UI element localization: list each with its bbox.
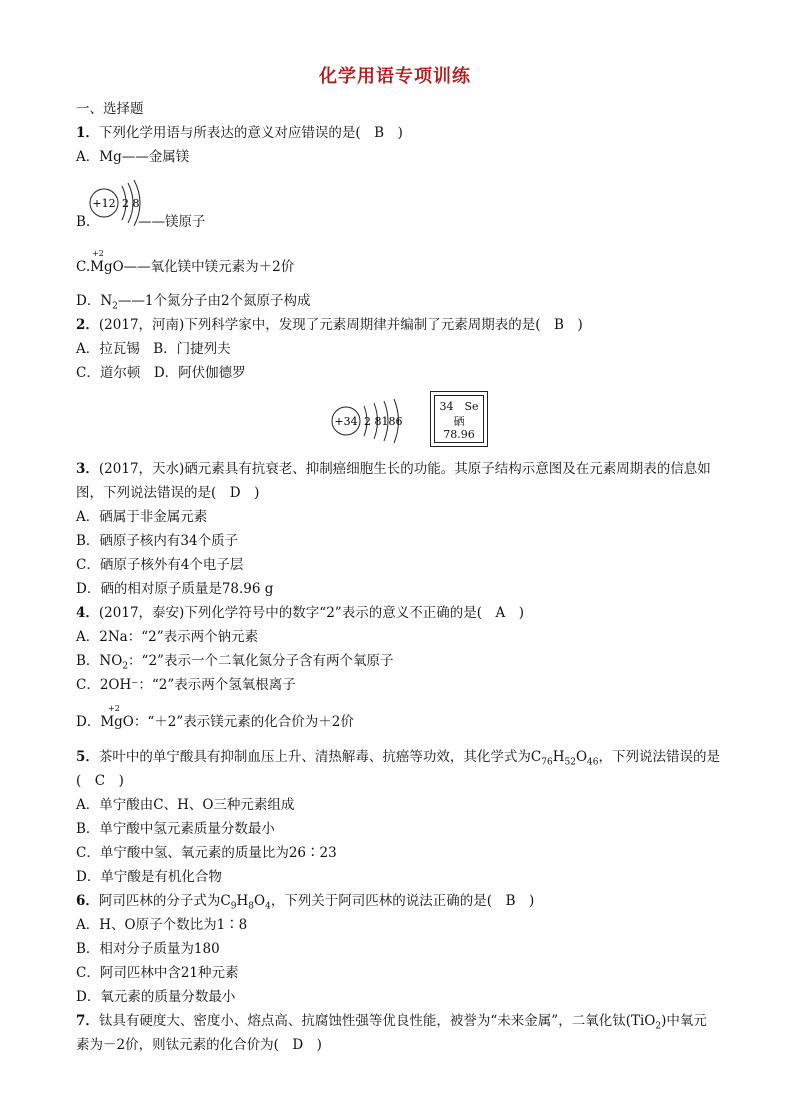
element-number-symbol: 34 Se (439, 400, 479, 413)
question-stem: 下列化学用语与所表达的意义对应错误的是( B ) (98, 125, 403, 141)
question-number: 4． (76, 605, 99, 621)
q4-option-d: D．MgO：“＋2”表示镁元素的化合价为＋2价 (76, 714, 354, 730)
question-5: 5．茶叶中的单宁酸具有抑制血压上升、清热解毒、抗癌等功效，其化学式为$C_{76}H_{52}O_{46}$，下列说法错误的是 (76, 749, 720, 768)
nucleus-charge: +12 (92, 197, 116, 210)
question-3 (76, 460, 711, 478)
section-heading: 一、选择题 (76, 101, 144, 117)
question-1 (76, 124, 403, 142)
q1-option-d: D．$N_2——1$个氮分子由2个氮原子构成 (76, 293, 311, 312)
q5-option-a: A．单宁酸由C、H、O三种元素组成 (76, 797, 295, 813)
question-stem: (2017，河南)下列科学家中，发现了元素周期律并编制了元素周期表的是( B ) (98, 317, 583, 333)
q3-option-b: B．硒原子核内有34个质子 (76, 533, 239, 549)
se-atom-structure-diagram (330, 398, 420, 444)
question-number: 5． (76, 749, 99, 765)
q1-option-b-label: B. (76, 214, 91, 230)
shell-electron-counts: 2 8186 (364, 415, 403, 428)
valence-mark: +2 (92, 249, 104, 258)
q6-option-b: B．相对分子质量为180 (76, 941, 220, 957)
question-number: 6． (76, 893, 99, 909)
q3-option-d: D．硒的相对原子质量是78.96 g (76, 581, 274, 597)
q5-option-c: C．单宁酸中氢、氧元素的质量比为26∶23 (76, 845, 337, 861)
question-number: 3． (76, 461, 99, 477)
element-atomic-mass: 78.96 (443, 428, 475, 441)
q4-option-b: B．$NO_2$：“2”表示一个二氧化氮分子含有两个氧原子 (76, 653, 394, 672)
question-6: 6．阿司匹林的分子式为$C_9H_8O_4$，下列关于阿司匹林的说法正确的是( B ) (76, 893, 535, 912)
q1-option-a: A．Mg——金属镁 (76, 149, 190, 165)
q5-option-d: D．单宁酸是有机化合物 (76, 869, 222, 885)
page-title: 化学用语专项训练 (319, 66, 471, 87)
q6-option-c: C．阿司匹林中含21种元素 (76, 965, 239, 981)
question-number: 1． (76, 125, 99, 141)
q2-options-cd: C．道尔顿 D．阿伏伽德罗 (76, 365, 246, 381)
question-stem: (2017，泰安)下列化学符号中的数字“2”表示的意义不正确的是( A ) (98, 605, 524, 621)
q6-option-a: A．H、O原子个数比为1∶8 (76, 917, 248, 933)
element-name: 硒 (453, 415, 465, 428)
q1-option-b-text: ——镁原子 (138, 214, 206, 230)
nucleus-charge: +34 (334, 415, 358, 428)
question-3-continued: 图，下列说法错误的是( D ) (76, 485, 260, 501)
question-2 (76, 316, 583, 334)
question-stem: (2017，天水)硒元素具有抗衰老、抑制癌细胞生长的功能。其原子结构示意图及在元素周期表的信息如 (98, 461, 711, 477)
q1-option-c: C.MgO——氧化镁中镁元素为＋2价 (76, 259, 295, 275)
question-5-answer: ( C ) (76, 773, 124, 789)
valence-mark: +2 (108, 704, 120, 713)
question-number: 2． (76, 317, 99, 333)
question-4 (76, 604, 524, 622)
periodic-table-cell (430, 391, 488, 447)
q4-option-a: A．2Na：“2”表示两个钠元素 (76, 629, 259, 645)
question-7-continued: 素为－2价，则钛元素的化合价为( D ) (76, 1037, 322, 1053)
q3-option-a: A．硒属于非金属元素 (76, 509, 208, 525)
q4-option-c: C．2OH⁻：“2”表示两个氢氧根离子 (76, 677, 296, 693)
question-number: 7． (76, 1013, 99, 1029)
q6-option-d: D．氧元素的质量分数最小 (76, 989, 236, 1005)
question-7: 7．钛具有硬度大、密度小、熔点高、抗腐蚀性强等优良性能，被誉为“未来金属”，二氧化钛(TiO$_2$)中氧元 (76, 1013, 707, 1032)
q5-option-b: B．单宁酸中氢元素质量分数最小 (76, 821, 275, 837)
q2-options-ab: A．拉瓦锡 B．门捷列夫 (76, 341, 231, 357)
q3-option-c: C．硒原子核外有4个电子层 (76, 557, 244, 573)
shell-electron-counts: 2 8 (122, 197, 140, 210)
